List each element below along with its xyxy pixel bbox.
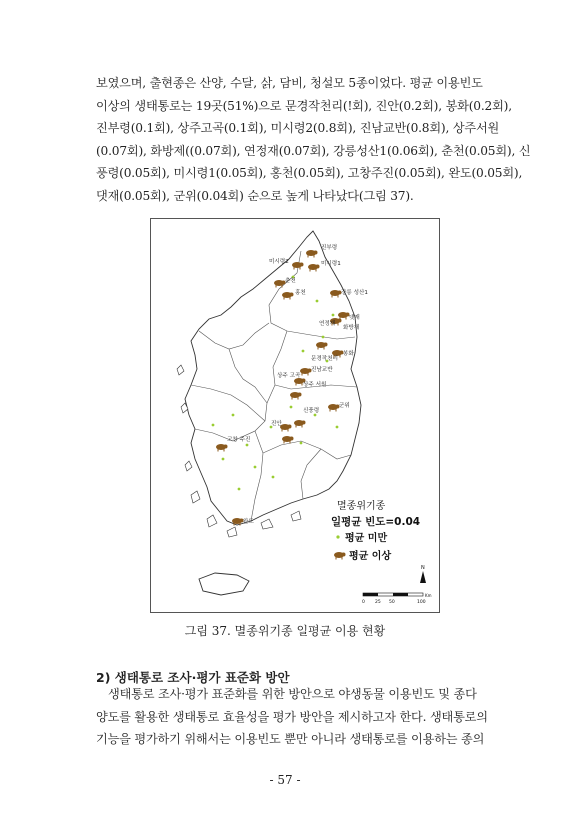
label-yeonjeongjae: 연정재 xyxy=(319,321,336,327)
label-jinnam: 진남교반 xyxy=(311,367,333,373)
label-sangju-gogok: 상주 고곡 xyxy=(277,373,301,379)
mainland-outline xyxy=(185,231,361,525)
paragraph-line: 보였으며, 출현종은 산양, 수달, 삵, 담비, 청설모 5종이었다. 평균 이용빈도 xyxy=(96,76,483,90)
figure-caption: 그림 37. 멸종위기종 일평균 이용 현황 xyxy=(184,624,386,638)
paragraph-line: 이상의 생태통로는 19곳(51%)으로 문경작천리(!회), 진안(0.2회), 봉화(0.2회), xyxy=(96,98,512,113)
scale-unit: Km xyxy=(425,593,432,598)
legend-title: 멸종위기종 xyxy=(337,501,386,512)
korea-map xyxy=(151,219,439,612)
island xyxy=(291,511,301,521)
label-misiryeong2: 미시령2 xyxy=(269,259,289,265)
paragraph-line: 진부령(0.1회), 상주고곡(0.1회), 미시령2(0.8회), 진남교반(0.8회), 상주서원 xyxy=(96,121,500,135)
label-jinan: 진안 xyxy=(271,421,282,427)
label-hongcheon: 홍천 xyxy=(295,290,306,296)
label-gochang: 고창 주진 xyxy=(227,437,251,443)
legend-boar-marker xyxy=(334,552,346,560)
legend-subtitle: 일평균 빈도=0.04 xyxy=(331,516,421,528)
label-misiryeong1: 미시령1 xyxy=(321,261,341,267)
paragraph-line: 생태통로 조사·평가 표준화를 위한 방안으로 야생동물 이용빈도 및 종다 xyxy=(108,687,477,701)
label-sangju-seowon: 상주 서원 xyxy=(303,382,327,388)
paragraph-line: 양도를 활용한 생태통로 효율성을 평가 방안을 제시하고자 한다. 생태통로의 xyxy=(96,709,488,724)
legend-above-label: 평균 이상 xyxy=(349,551,392,562)
scale-tick: 100 xyxy=(417,600,426,605)
island xyxy=(177,365,184,375)
label-daetjae: 댓재 xyxy=(349,315,360,321)
north-label: N xyxy=(421,565,425,571)
scale-tick: 50 xyxy=(389,600,395,605)
page-number: - 57 - xyxy=(269,773,301,787)
label-wando: 완도 xyxy=(243,519,254,525)
paragraph-line: 기능을 평가하기 위해서는 이용빈도 뿐만 아니라 생태통로를 이용하는 종의 xyxy=(96,732,485,746)
label-hwabangjae: 화방재 xyxy=(343,325,360,331)
label-mungyeong: 문경작천리 xyxy=(311,356,339,362)
label-chuncheon: 춘천 xyxy=(285,278,296,284)
label-bonghwa: 봉화 xyxy=(343,351,354,357)
paragraph-line: 풍령(0.05회), 미시령1(0.05회), 홍천(0.05회), 고창주진(0.05회), 완도(0.05회), xyxy=(96,166,523,180)
island xyxy=(261,519,273,529)
scale-tick: 25 xyxy=(375,600,381,605)
body-paragraph-2 xyxy=(96,683,506,751)
map-legend xyxy=(331,499,420,562)
island xyxy=(207,515,217,527)
north-arrow-icon xyxy=(420,565,426,583)
legend-small-marker xyxy=(336,535,339,538)
island xyxy=(191,491,200,503)
label-gangneung: 강릉 성산1 xyxy=(341,290,368,296)
section-heading: 2) 생태통로 조사·평가 표준화 방안 xyxy=(96,670,290,685)
paragraph-line: (0.07회), 화방제((0.07회), 연정재(0.07회), 강릉성산1(0.06회), 춘천(0.05회), 신 xyxy=(96,143,531,158)
island xyxy=(227,527,237,537)
scale-bar xyxy=(362,593,432,605)
paragraph-line: 댓재(0.05회), 군위(0.04회) 순으로 높게 나타났다(그림 37). xyxy=(96,188,414,203)
body-paragraph-1 xyxy=(96,72,531,207)
scale-tick: 0 xyxy=(362,600,365,605)
label-jinburyeong: 진부령 xyxy=(321,245,338,251)
figure-map-frame xyxy=(150,218,440,613)
label-gunwi: 군위 xyxy=(339,403,350,409)
label-sinpungryeong: 신풍령 xyxy=(303,408,320,414)
jeju-island xyxy=(199,573,249,595)
island xyxy=(185,461,192,471)
legend-below-label: 평균 미만 xyxy=(345,533,388,544)
